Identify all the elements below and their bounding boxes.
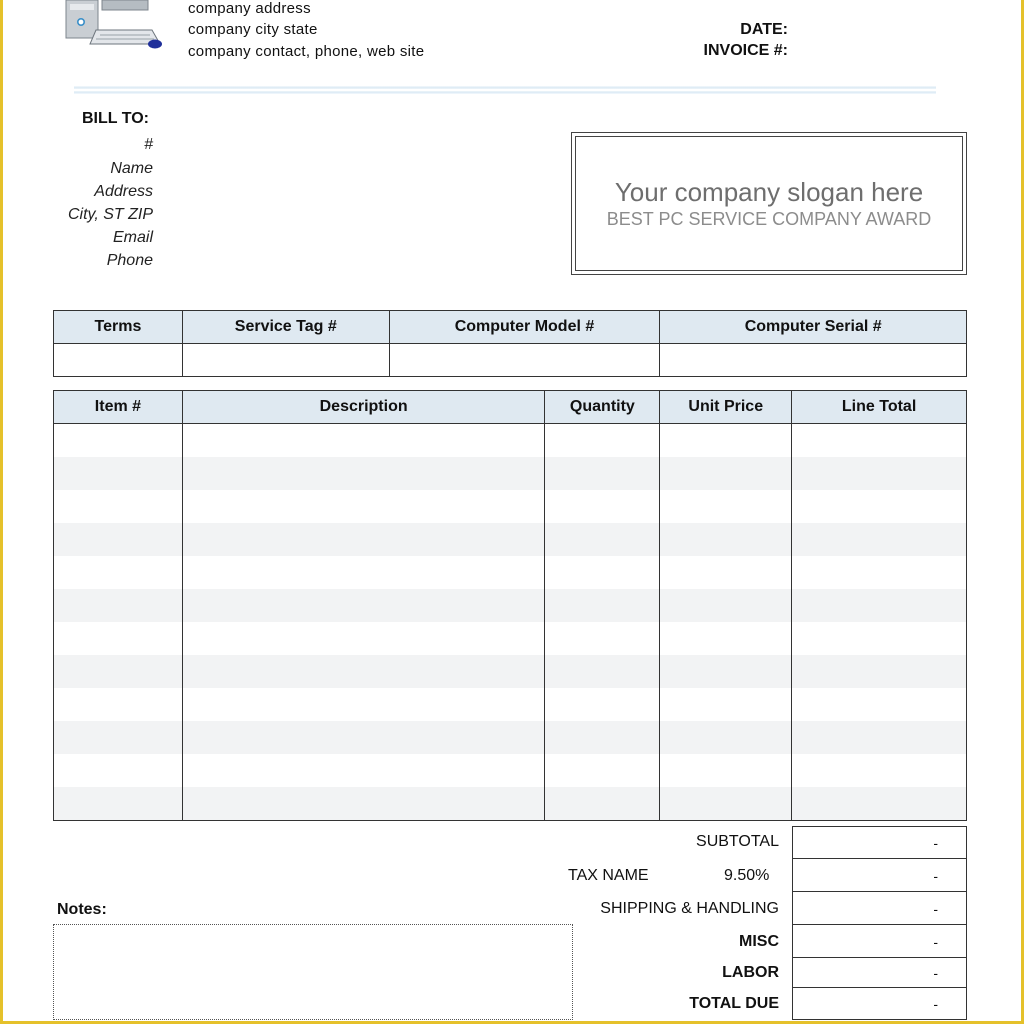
table-cell[interactable] bbox=[54, 457, 183, 490]
table-cell[interactable] bbox=[792, 589, 967, 622]
computer-serial-header: Computer Serial # bbox=[660, 311, 967, 344]
table-cell[interactable] bbox=[660, 622, 792, 655]
table-cell[interactable] bbox=[182, 523, 545, 556]
table-cell[interactable] bbox=[660, 721, 792, 754]
table-cell[interactable] bbox=[660, 556, 792, 589]
table-cell[interactable] bbox=[54, 424, 183, 458]
tax-rate[interactable]: 9.50% bbox=[724, 867, 770, 884]
table-cell[interactable] bbox=[792, 688, 967, 721]
table-cell[interactable] bbox=[545, 424, 660, 458]
invoice-number-label: INVOICE #: bbox=[703, 42, 788, 59]
table-cell[interactable] bbox=[54, 556, 183, 589]
table-cell[interactable] bbox=[545, 589, 660, 622]
bill-to-phone: Phone bbox=[106, 252, 153, 269]
table-cell[interactable] bbox=[660, 523, 792, 556]
table-cell[interactable] bbox=[792, 721, 967, 754]
table-cell[interactable] bbox=[54, 490, 183, 523]
company-slogan: Your company slogan here bbox=[614, 177, 924, 207]
table-cell[interactable] bbox=[182, 787, 545, 821]
company-address: company address bbox=[188, 0, 311, 17]
table-cell[interactable] bbox=[182, 754, 545, 787]
bill-to-email: Email bbox=[112, 229, 153, 246]
table-cell[interactable] bbox=[660, 787, 792, 821]
quantity-header: Quantity bbox=[545, 391, 660, 424]
table-cell[interactable] bbox=[660, 490, 792, 523]
bill-to-number: # bbox=[144, 136, 153, 153]
company-contact: company contact, phone, web site bbox=[188, 43, 425, 60]
info-header-row bbox=[54, 311, 967, 344]
table-cell[interactable] bbox=[545, 787, 660, 821]
terms-cell[interactable] bbox=[54, 344, 183, 377]
table-cell[interactable] bbox=[54, 655, 183, 688]
company-city-state: company city state bbox=[188, 21, 318, 38]
table-row bbox=[54, 787, 967, 821]
table-cell[interactable] bbox=[54, 688, 183, 721]
shipping-handling-value[interactable]: - bbox=[792, 891, 967, 925]
company-award: BEST PC SERVICE COMPANY AWARD bbox=[606, 209, 932, 229]
table-cell[interactable] bbox=[792, 655, 967, 688]
table-cell[interactable] bbox=[545, 721, 660, 754]
table-row bbox=[54, 424, 967, 458]
tax-name-label: TAX NAME bbox=[568, 867, 649, 884]
description-header: Description bbox=[182, 391, 545, 424]
service-tag-cell[interactable] bbox=[182, 344, 389, 377]
table-cell[interactable] bbox=[182, 424, 545, 458]
table-cell[interactable] bbox=[545, 622, 660, 655]
table-cell[interactable] bbox=[182, 556, 545, 589]
table-cell[interactable] bbox=[660, 688, 792, 721]
table-cell[interactable] bbox=[660, 655, 792, 688]
table-cell[interactable] bbox=[660, 754, 792, 787]
table-cell[interactable] bbox=[545, 556, 660, 589]
items-header-row bbox=[54, 391, 967, 424]
table-cell[interactable] bbox=[182, 589, 545, 622]
table-cell[interactable] bbox=[545, 490, 660, 523]
subtotal-value[interactable]: - bbox=[792, 826, 967, 859]
table-cell[interactable] bbox=[792, 787, 967, 821]
header-separator bbox=[74, 86, 936, 94]
table-row bbox=[54, 490, 967, 523]
service-tag-header: Service Tag # bbox=[182, 311, 389, 344]
table-row bbox=[54, 721, 967, 754]
unit-price-header: Unit Price bbox=[660, 391, 792, 424]
table-row bbox=[54, 556, 967, 589]
bill-to-city-zip: City, ST ZIP bbox=[67, 206, 153, 223]
computer-serial-cell[interactable] bbox=[660, 344, 967, 377]
table-cell[interactable] bbox=[792, 457, 967, 490]
table-cell[interactable] bbox=[182, 721, 545, 754]
bill-to-title: BILL TO: bbox=[82, 110, 149, 127]
table-cell[interactable] bbox=[660, 424, 792, 458]
table-cell[interactable] bbox=[792, 754, 967, 787]
table-cell[interactable] bbox=[182, 655, 545, 688]
table-cell[interactable] bbox=[54, 523, 183, 556]
table-cell[interactable] bbox=[545, 457, 660, 490]
table-cell[interactable] bbox=[545, 523, 660, 556]
table-cell[interactable] bbox=[54, 622, 183, 655]
notes-label: Notes: bbox=[57, 901, 107, 918]
terms-header: Terms bbox=[54, 311, 183, 344]
misc-label: MISC bbox=[739, 933, 779, 950]
table-row bbox=[54, 457, 967, 490]
labor-label: LABOR bbox=[722, 964, 779, 981]
slogan-box bbox=[571, 132, 967, 275]
labor-value[interactable]: - bbox=[792, 957, 967, 988]
table-cell[interactable] bbox=[545, 655, 660, 688]
shipping-handling-label: SHIPPING & HANDLING bbox=[600, 900, 779, 917]
table-cell[interactable] bbox=[182, 622, 545, 655]
table-cell[interactable] bbox=[54, 787, 183, 821]
table-row bbox=[54, 523, 967, 556]
info-value-row bbox=[54, 344, 967, 377]
line-total-header: Line Total bbox=[792, 391, 967, 424]
bill-to-address: Address bbox=[94, 183, 153, 200]
date-label: DATE: bbox=[740, 21, 788, 38]
notes-box[interactable] bbox=[53, 924, 573, 1020]
table-cell[interactable] bbox=[54, 721, 183, 754]
table-cell[interactable] bbox=[660, 589, 792, 622]
computer-model-cell[interactable] bbox=[389, 344, 660, 377]
computer-model-header: Computer Model # bbox=[389, 311, 660, 344]
table-cell[interactable] bbox=[54, 754, 183, 787]
table-cell[interactable] bbox=[792, 424, 967, 458]
table-row bbox=[54, 622, 967, 655]
table-cell[interactable] bbox=[792, 622, 967, 655]
table-row bbox=[54, 655, 967, 688]
total-due-label: TOTAL DUE bbox=[689, 995, 779, 1012]
table-cell[interactable] bbox=[792, 523, 967, 556]
table-cell[interactable] bbox=[545, 754, 660, 787]
item-number-header: Item # bbox=[54, 391, 183, 424]
table-cell[interactable] bbox=[182, 457, 545, 490]
line-items-table bbox=[53, 390, 967, 821]
table-cell[interactable] bbox=[792, 556, 967, 589]
table-cell[interactable] bbox=[182, 688, 545, 721]
tax-value[interactable]: - bbox=[792, 858, 967, 892]
table-cell[interactable] bbox=[660, 457, 792, 490]
total-due-value[interactable]: - bbox=[792, 987, 967, 1020]
table-row bbox=[54, 754, 967, 787]
misc-value[interactable]: - bbox=[792, 924, 967, 958]
table-row bbox=[54, 589, 967, 622]
table-cell[interactable] bbox=[182, 490, 545, 523]
bill-to-name: Name bbox=[110, 160, 153, 177]
computer-logo-icon bbox=[64, 0, 164, 52]
table-row bbox=[54, 688, 967, 721]
table-cell[interactable] bbox=[54, 589, 183, 622]
subtotal-label: SUBTOTAL bbox=[696, 833, 779, 850]
table-cell[interactable] bbox=[792, 490, 967, 523]
service-info-table bbox=[53, 310, 967, 377]
table-cell[interactable] bbox=[545, 688, 660, 721]
